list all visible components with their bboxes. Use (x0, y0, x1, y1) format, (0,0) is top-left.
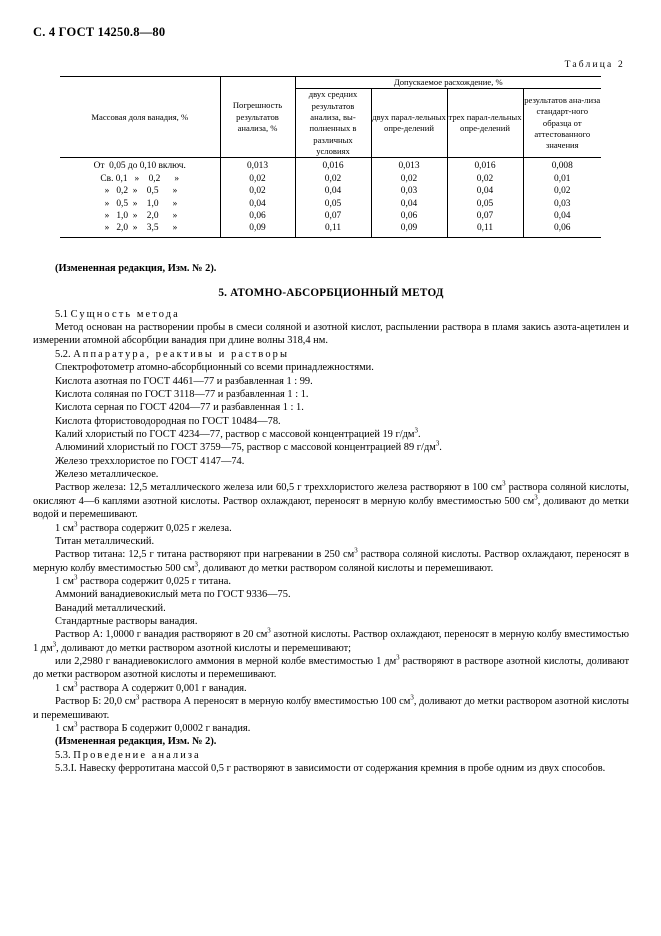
row-standard-sample: 0,01 (523, 173, 601, 185)
header-error: Погрешность результатов анализа, % (220, 77, 295, 158)
header-three-parallel: трех парал-лельных опре-делений (447, 89, 523, 158)
amendment-note-1: (Измененная редакция, Изм. № 2). (55, 263, 217, 274)
reagent-item (33, 428, 629, 441)
row-two-mean: 0,016 (295, 158, 371, 173)
row-two-parallel: 0,04 (371, 198, 447, 210)
paragraph-solution-a-concentration (33, 682, 629, 695)
superscript-cube: 3 (534, 493, 538, 502)
reagent-text: Калий хлористый по ГОСТ 4234—77, раствор с массовой концентрацией 19 г/дм (55, 428, 415, 440)
paragraph-text-tail: раствора Б содержит 0,0002 г ванадия. (77, 722, 251, 734)
tolerance-table (60, 76, 601, 238)
superscript-cube: 3 (135, 693, 140, 702)
row-range: От 0,05 до 0,10 включ. (60, 158, 220, 173)
paragraph-text: раствора А переносят в мерную колбу вместимостью 100 см (139, 696, 411, 708)
row-two-parallel: 0,02 (371, 173, 447, 185)
superscript-cube: 3 (52, 640, 57, 649)
reagent-item: Кислота фтористоводородная по ГОСТ 10484—78. (55, 415, 281, 427)
reagent-item: Аммоний ванадиевокислый мета по ГОСТ 9336—75. (55, 589, 291, 601)
subsection-5-1-heading (33, 308, 629, 321)
row-error: 0,04 (220, 198, 295, 210)
row-standard-sample: 0,008 (523, 158, 601, 173)
row-two-mean: 0,05 (295, 198, 371, 210)
reagent-item: Титан металлический. (55, 535, 155, 547)
reagent-item (33, 441, 629, 454)
table-row (60, 210, 601, 222)
reagent-item: Ванадий металлический. (55, 602, 166, 614)
row-two-mean: 0,02 (295, 173, 371, 185)
row-error: 0,013 (220, 158, 295, 173)
paragraph-text: Раствор А: 1,0000 г ванадия растворяют в 20 см (55, 629, 268, 641)
paragraph-solution-b (33, 695, 629, 722)
table-head-row-group (60, 77, 601, 89)
row-two-parallel: 0,06 (371, 210, 447, 222)
superscript-cube: 3 (194, 560, 198, 569)
paragraph-text: Раствор титана: 12,5 г титана растворяют при нагревании в 250 см (55, 549, 355, 561)
superscript-cube: 3 (410, 693, 414, 702)
reagent-item: Стандартные растворы ванадия. (55, 616, 198, 628)
paragraph-solution-a-alt (33, 655, 629, 682)
paragraph-text-tail: раствора содержит 0,025 г титана. (77, 575, 231, 587)
paragraph-5-1-body: Метод основан на растворении пробы в смеси соляной и азотной кислот, распылении раствора в пламя закись азота-ацетилен и измерении атомной абсорбции ванадия при длине волны 318,4 нм. (33, 322, 629, 347)
subsection-5-2-heading (33, 348, 629, 361)
paragraph-solution-b-concentration (33, 722, 629, 735)
paragraph-5-3-1: 5.3.I. Навеску ферротитана массой 0,5 г растворяют в зависимости от содержания кремния в пробе одним из двух способов. (55, 762, 606, 774)
superscript-cube: 3 (414, 426, 418, 435)
paragraph-text: Раствор железа: 12,5 металлического железа или 60,5 г треххлористого железа растворяют в 100 см (55, 482, 503, 494)
row-standard-sample: 0,02 (523, 185, 601, 197)
paragraph-text: раствора соляной кислоты. Раствор охлаждают, переносят в мерную колбу вместимостью 500 см (33, 549, 629, 574)
subsection-5-2-title: Аппаратура, реактивы и растворы (73, 348, 290, 360)
table-row (60, 173, 601, 185)
row-range: Св. 0,1 » 0,2 » (100, 173, 180, 184)
table-row (60, 185, 601, 197)
row-three-parallel: 0,04 (447, 185, 523, 197)
paragraph-text: 1 см (55, 682, 74, 694)
paragraph-text: 1 см (55, 522, 74, 534)
table-body (60, 158, 601, 237)
row-two-parallel: 0,09 (371, 222, 447, 237)
paragraph-solution-a (33, 628, 629, 655)
row-two-parallel: 0,03 (371, 185, 447, 197)
row-two-parallel: 0,013 (371, 158, 447, 173)
paragraph-text: Раствор Б: 20,0 см (55, 696, 136, 708)
superscript-cube: 3 (435, 439, 440, 448)
table-row (60, 198, 601, 210)
paragraph-iron-solution (33, 481, 629, 521)
row-range: » 0,5 » 1,0 » (102, 198, 178, 209)
subsection-5-3-title: Проведение анализа (73, 749, 201, 761)
reagent-item: Железо треххлористое по ГОСТ 4147—74. (55, 455, 245, 467)
row-two-mean: 0,07 (295, 210, 371, 222)
row-standard-sample: 0,04 (523, 210, 601, 222)
paragraph-text-tail: раствора А содержит 0,001 г ванадия. (77, 682, 247, 694)
reagent-item: Спектрофотометр атомно-абсорбционный со всеми принадлежностями. (55, 362, 374, 374)
row-three-parallel: 0,02 (447, 173, 523, 185)
body-text (33, 262, 629, 775)
reagent-item: Кислота соляная по ГОСТ 3118—77 и разбавленная 1 : 1. (55, 388, 309, 400)
superscript-cube: 3 (73, 680, 78, 689)
subsection-5-3-heading (33, 749, 629, 762)
row-three-parallel: 0,07 (447, 210, 523, 222)
table-caption: Таблица 2 (564, 60, 625, 70)
paragraph-text-tail: , доливают до метки раствором азотной кислоты и перемешивают. (33, 696, 629, 721)
row-error: 0,02 (220, 173, 295, 185)
row-range: » 2,0 » 3,5 » (60, 222, 220, 237)
superscript-cube: 3 (73, 520, 78, 529)
superscript-cube: 3 (267, 626, 271, 635)
paragraph-text-tail: раствора содержит 0,025 г железа. (77, 522, 232, 534)
paragraph-text: раствора соляной кислоты, окисляют 4—6 каплями азотной кислоты. Раствор охлаждают, переносят в мерную колбу вместимостью 500 см (33, 482, 629, 507)
row-error: 0,02 (220, 185, 295, 197)
row-three-parallel: 0,11 (447, 222, 523, 237)
paragraph-titanium-solution (33, 548, 629, 575)
superscript-cube: 3 (502, 479, 506, 488)
paragraph-text-tail: растворяют в растворе азотной кислоты, доливают до метки раствором азотной кислоты и перемешивают. (33, 656, 629, 681)
header-standard-sample: результатов ана-лиза стандарт-ного образца от аттестованного значения (523, 89, 601, 158)
superscript-cube: 3 (396, 653, 400, 662)
subsection-5-2-number: 5.2. (55, 348, 74, 360)
subsection-5-1-number: 5.1 (55, 308, 71, 320)
table-container (60, 76, 601, 238)
row-two-mean: 0,04 (295, 185, 371, 197)
row-two-mean: 0,11 (295, 222, 371, 237)
subsection-5-3-number: 5.3. (55, 749, 74, 761)
paragraph-text-tail: , доливают до метки раствором соляной кислоты и перемешивают. (197, 562, 494, 574)
table-row (60, 222, 601, 237)
section-title: 5. АТОМНО-АБСОРБЦИОННЫЙ МЕТОД (218, 287, 444, 300)
superscript-cube: 3 (354, 546, 358, 555)
header-allowed-divergence: Допускаемое расхождение, % (295, 77, 601, 89)
paragraph-text: 1 см (55, 722, 74, 734)
subsection-5-1-title: Сущность метода (70, 308, 180, 320)
amendment-note-2: (Измененная редакция, Изм. № 2). (55, 736, 217, 748)
reagent-text-tail: . (439, 442, 442, 454)
reagent-text: Алюминий хлористый по ГОСТ 3759—75, раствор с массовой концентрацией 89 г/дм (55, 442, 436, 454)
superscript-cube: 3 (73, 573, 78, 582)
row-three-parallel: 0,016 (447, 158, 523, 173)
header-two-mean-results: двух средних результатов анализа, вы-полненных в различных условиях (295, 89, 371, 158)
paragraph-text-tail: , доливают до метки раствором азотной кислоты и перемешивают; (56, 642, 352, 654)
reagent-text-tail: . (417, 428, 421, 440)
row-three-parallel: 0,05 (447, 198, 523, 210)
header-two-parallel: двух парал-лельных опре-делений (371, 89, 447, 158)
table-head (60, 77, 601, 158)
running-head: С. 4 ГОСТ 14250.8—80 (33, 25, 166, 39)
row-standard-sample: 0,03 (523, 198, 601, 210)
table-row (60, 158, 601, 173)
reagent-item: Железо металлическое. (55, 469, 159, 481)
reagent-item: Кислота серная по ГОСТ 4204—77 и разбавленная 1 : 1. (55, 402, 304, 414)
row-range: » 0,2 » 0,5 » (102, 186, 178, 197)
paragraph-text-tail: , доливают до метки водой и перемешивают. (33, 495, 629, 521)
paragraph-text: или 2,2980 г ванадиевокислого аммония в мерной колбе вместимостью 1 дм (55, 656, 397, 668)
paragraph-titanium-concentration (33, 575, 629, 588)
header-mass-fraction: Массовая доля ванадия, % (60, 77, 220, 158)
reagent-item: Кислота азотная по ГОСТ 4461—77 и разбавленная 1 : 99. (55, 375, 313, 387)
paragraph-iron-concentration (33, 522, 629, 535)
row-error: 0,09 (220, 222, 295, 237)
paragraph-text: азотной кислоты. Раствор охлаждают, переносят в мерную колбу вместимостью 1 дм (33, 629, 629, 654)
row-standard-sample: 0,06 (523, 222, 601, 237)
superscript-cube: 3 (73, 720, 78, 729)
row-range: » 1,0 » 2,0 » (102, 211, 178, 222)
row-error: 0,06 (220, 210, 295, 222)
paragraph-text: 1 см (55, 575, 74, 587)
